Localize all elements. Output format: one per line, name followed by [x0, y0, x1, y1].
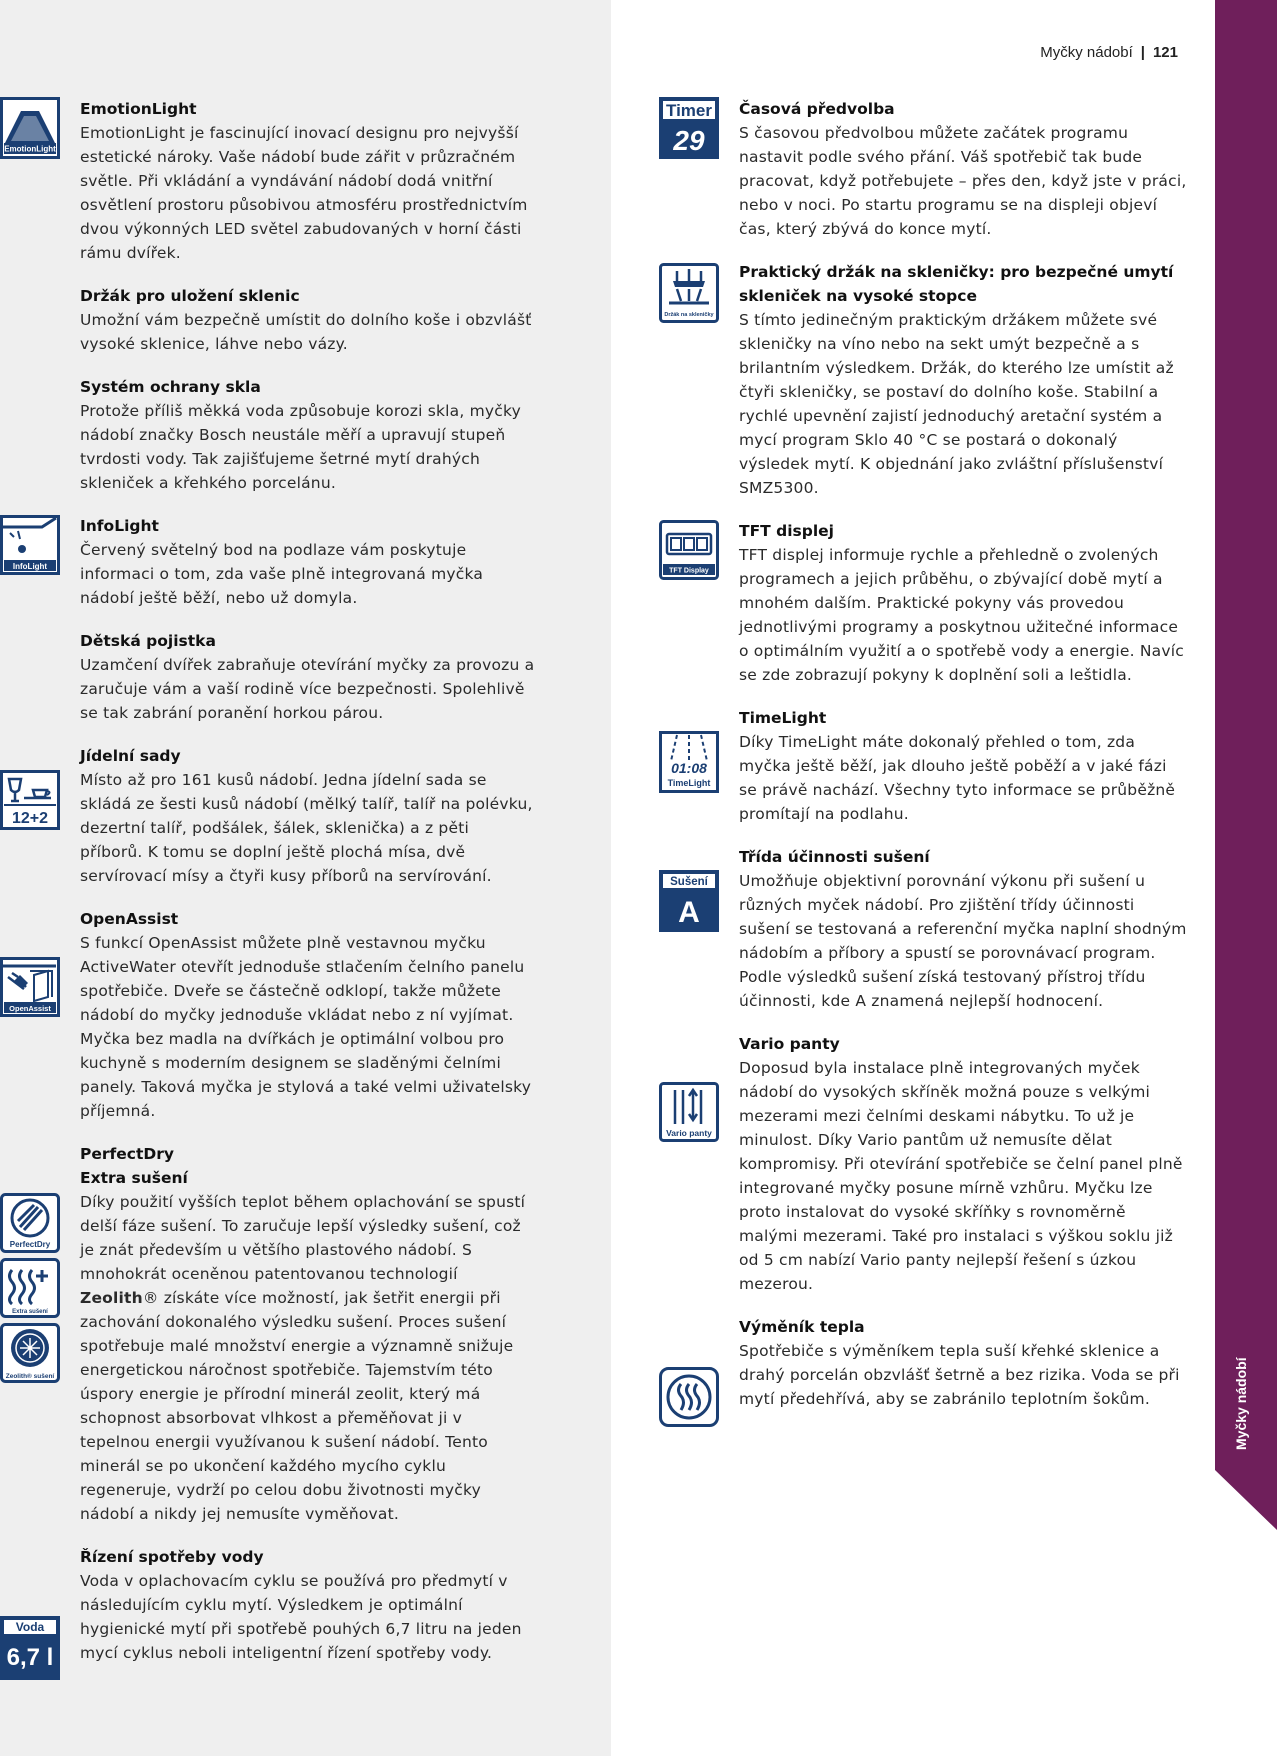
left-column — [80, 97, 535, 1665]
drying-class-icon-value: A — [678, 896, 700, 929]
extra-drying-icon — [0, 1258, 60, 1318]
feature-drying-class — [739, 845, 1189, 1013]
heat-exchanger-icon — [659, 1367, 719, 1427]
drying-class-icon — [659, 870, 719, 932]
drying-class-icon-top: Sušení — [670, 876, 708, 888]
infolight-icon-label: InfoLight — [12, 562, 48, 571]
timer-icon-value: 29 — [673, 125, 705, 156]
feature-title: PerfectDry — [80, 1145, 174, 1163]
emotionlight-icon — [0, 97, 60, 159]
feature-child-lock — [80, 629, 535, 725]
feature-title: Třída účinnosti sušení — [739, 848, 930, 866]
feature-title: OpenAssist — [80, 910, 179, 928]
feature-infolight — [80, 514, 535, 610]
feature-text: Umožňuje objektivní porovnání výkonu při sušení u různých myček nádobí. Pro zjištění třídy účinnosti sušení se testovaná a referenční myčka naplní shodným nádobím a příbory a spustí se porovnávací program. Podle výsledků sušení získá testovaný přístroj třídu účinnosti, kde A znamená nejlepší hodnocení. — [739, 872, 1187, 1010]
timer-icon — [659, 97, 719, 159]
feature-glass-protection — [80, 375, 535, 495]
timelight-icon — [659, 731, 719, 793]
page-number: 121 — [1152, 44, 1178, 61]
feature-title: TFT displej — [739, 522, 834, 540]
feature-text: EmotionLight je fascinující inovací designu pro nejvyšší estetické nároky. Vaše nádobí bude zářit v průzračném světle. Při vkládání a vyndávání nádobí dodá vnitřní osvětlení prostoru působivou atmosféru prostřednictvím dvou výkonných LED světel zabudovaných v horní části rámu dvířek. — [80, 124, 528, 262]
feature-glass-holder — [80, 284, 535, 356]
timer-icon-top: Timer — [666, 101, 712, 120]
feature-title: Výměník tepla — [739, 1318, 865, 1336]
feature-text: Voda v oplachovacím cyklu se používá pro předmytí v následujícím cyklu mytí. Výsledkem je optimální hygienické mytí při spotřebě pouhých 6,7 litru na jeden mycí cyklus neboli inteligentní řízení spotřeby vody. — [80, 1572, 522, 1662]
feature-text: TFT displej informuje rychle a přehledně o zvolených programech a jejich průběhu, o zbývající době mytí a mnohém dalším. Praktické pokyny vás provedou jednotlivými programy a poskytnou užitečné informace o optimálním využití a o spotřebě vody a energie. Navíc se zde zobrazují pokyny k doplnění soli a leštidla. — [739, 546, 1184, 684]
water-usage-icon — [0, 1616, 60, 1680]
openassist-icon — [0, 957, 60, 1017]
feature-text-part: ® získáte více možností, jak šetřit energii při zachování dokonalého výsledku sušení. Proces sušení spotřebuje malé množství energie a významně snižuje energetickou náročnost spotřebiče. Tajemstvím této úspory energie je přírodní minerál zeolit, který má schopnost absorbovat vlhkost a přeměňovat ji v tepelnou energii využívanou k sušení nádobí. Tento minerál se po ukončení každého mycího cyklu regeneruje, vydrží po celou dobu životnosti myčky nádobí a nikdy jej nemusíte vyměňovat. — [80, 1289, 514, 1523]
header-separator: | — [1140, 44, 1145, 61]
zeolith-icon — [0, 1323, 60, 1383]
emotionlight-icon-label: EmotionLight — [4, 144, 56, 154]
tft-display-icon — [659, 520, 719, 580]
feature-text: Umožní vám bezpečně umístit do dolního koše i obzvlášť vysoké sklenice, láhve nebo vázy. — [80, 311, 532, 353]
water-usage-icon-value: 6,7 l — [6, 1644, 54, 1671]
section-tab — [1215, 0, 1277, 1530]
perfectdry-icon — [0, 1193, 60, 1253]
feature-title: Dětská pojistka — [80, 632, 216, 650]
feature-title: Držák pro uložení sklenic — [80, 287, 300, 305]
feature-timelight — [739, 706, 1189, 826]
feature-text: Protože příliš měkká voda způsobuje korozi skla, myčky nádobí značky Bosch neustále měří a upravují stupeň tvrdosti vody. Tak zajišťujeme šetrné mytí drahých skleniček a křehkého porcelánu. — [80, 402, 522, 492]
feature-text: S tímto jedinečným praktickým držákem můžete své skleničky na víno nebo na sekt umýt bezpečně a s brilantním výsledkem. Držák, do kterého lze umístit až čtyři skleničky, se postaví do dolního koše. Stabilní a rychlé upevnění zajistí jednoduchý aretační systém a mycí program Sklo 40 °C se postará o dokonalý výsledek mytí. K objednání jako zvláštní příslušenství SMZ5300. — [739, 311, 1174, 497]
vario-hinge-icon — [659, 1082, 719, 1142]
feature-subtitle: Extra sušení — [80, 1169, 188, 1187]
feature-dinner-sets — [80, 744, 535, 888]
feature-timer — [739, 97, 1189, 241]
tft-display-icon-label: TFT Display — [669, 567, 709, 575]
openassist-icon-label: OpenAssist — [9, 1004, 51, 1013]
glass-holder-icon — [659, 263, 719, 323]
vario-hinge-icon-label: Vario panty — [666, 1128, 712, 1138]
timelight-icon-label: TimeLight — [667, 778, 711, 788]
feature-heat-exchanger — [739, 1315, 1189, 1411]
feature-text: Spotřebiče s výměníkem tepla suší křehké sklenice a drahý porcelán obzvlášť šetrně a bez rizika. Voda se při mytí předehřívá, aby se zabránilo teplotním šokům. — [739, 1342, 1180, 1408]
feature-wine-glass-holder — [739, 260, 1189, 500]
infolight-icon — [0, 515, 60, 575]
section-tab-label: Myčky nádobí — [1233, 1357, 1249, 1450]
feature-text: S časovou předvolbou můžete začátek programu nastavit podle svého přání. Váš spotřebič tak bude pracovat, když potřebujete – přes den, když jste v práci, nebo v noci. Po startu programu se na displeji objeví čas, který zbývá do konce mytí. — [739, 124, 1187, 238]
feature-title: Jídelní sady — [80, 747, 181, 765]
feature-text: Červený světelný bod na podlaze vám poskytuje informaci o tom, zda vaše plně integrovaná myčka nádobí ještě běží, nebo už domyla. — [80, 541, 484, 607]
feature-title: Časová předvolba — [739, 100, 895, 118]
feature-text: Díky TimeLight máte dokonalý přehled o tom, zda myčka ještě běží, jak dlouho ještě poběží a v jaké fázi se právě nachází. Všechny tyto informace se průběžně promítají na podlahu. — [739, 733, 1176, 823]
feature-emotionlight — [80, 97, 535, 265]
feature-text-part: Díky použití vyšších teplot během oplachování se spustí delší fáze sušení. To zaručuje lepší výsledky sušení, což je znát především u většího plastového nádobí. S mnohokrát oceněnou patentovanou technologií — [80, 1193, 526, 1283]
header-section: Myčky nádobí — [1040, 44, 1133, 61]
feature-title: Systém ochrany skla — [80, 378, 261, 396]
perfectdry-icon-label: PerfectDry — [9, 1240, 51, 1249]
page-header — [1040, 44, 1178, 61]
timelight-icon-value: 01:08 — [671, 760, 707, 776]
feature-text: Místo až pro 161 kusů nádobí. Jedna jídelní sada se skládá ze šesti kusů nádobí (mělký talíř, talíř na polévku, dezertní talíř, podšálek, šálek, sklenička) a z pěti příborů. K tomu se doplní ještě plochá mísa, dvě servírovací mísy a čtyři kusy příborů na servírování. — [80, 771, 533, 885]
water-usage-icon-top: Voda — [15, 1620, 45, 1634]
feature-openassist — [80, 907, 535, 1123]
zeolith-brand: Zeolith — [80, 1289, 143, 1307]
feature-title: Vario panty — [739, 1035, 840, 1053]
zeolith-icon-label: Zeolith® sušení — [5, 1373, 55, 1380]
feature-water-usage — [80, 1545, 535, 1665]
feature-title: InfoLight — [80, 517, 159, 535]
right-column — [739, 97, 1189, 1411]
feature-text: Doposud byla instalace plně integrovaných myček nádobí do vysokých skříněk možná pouze s velkými mezerami mezi čelními deskami nábytku. To už je minulost. Díky Vario pantům už nemusíte dělat kompromisy. Při otevírání spotřebiče se čelní panel plně integrované myčky posune mírně vzhůru. Myčku lze proto instalovat do vysoké skříňky s rovnoměrně malými mezerami. Také pro instalaci s výškou soklu již od 5 cm nabízí Vario panty nejlepší řešení s úzkou mezerou. — [739, 1059, 1183, 1293]
feature-title: Praktický držák na skleničky: pro bezpečné umytí skleniček na vysoké stopce — [739, 263, 1174, 305]
feature-tft-display — [739, 519, 1189, 687]
feature-perfectdry — [80, 1142, 535, 1526]
glass-holder-icon-label: Držák na skleničky — [664, 312, 714, 318]
extra-drying-icon-label: Extra sušení — [12, 1309, 48, 1315]
dinner-set-icon — [0, 770, 60, 830]
feature-title: TimeLight — [739, 709, 827, 727]
feature-title: EmotionLight — [80, 100, 197, 118]
feature-text: S funkcí OpenAssist můžete plně vestavnou myčku ActiveWater otevřít jednoduše stlačením čelního panelu spotřebiče. Dveře se částečně odklopí, takže můžete nádobí do myčky jednoduše vkládat nebo z ní vyjímat. Myčka bez madla na dvířkách je optimální volbou pro kuchyně s moderním designem se sladěnými čelními panely. Taková myčka je stylová a také velmi uživatelsky příjemná. — [80, 934, 532, 1120]
feature-text — [80, 1190, 535, 1526]
feature-text: Uzamčení dvířek zabraňuje otevírání myčky za provozu a zaručuje vám a vaší rodině více bezpečnosti. Spolehlivě se tak zabrání poranění horkou párou. — [80, 656, 535, 722]
feature-vario-hinges — [739, 1032, 1189, 1296]
feature-title: Řízení spotřeby vody — [80, 1548, 264, 1566]
dinner-set-icon-label: 12+2 — [11, 810, 49, 827]
